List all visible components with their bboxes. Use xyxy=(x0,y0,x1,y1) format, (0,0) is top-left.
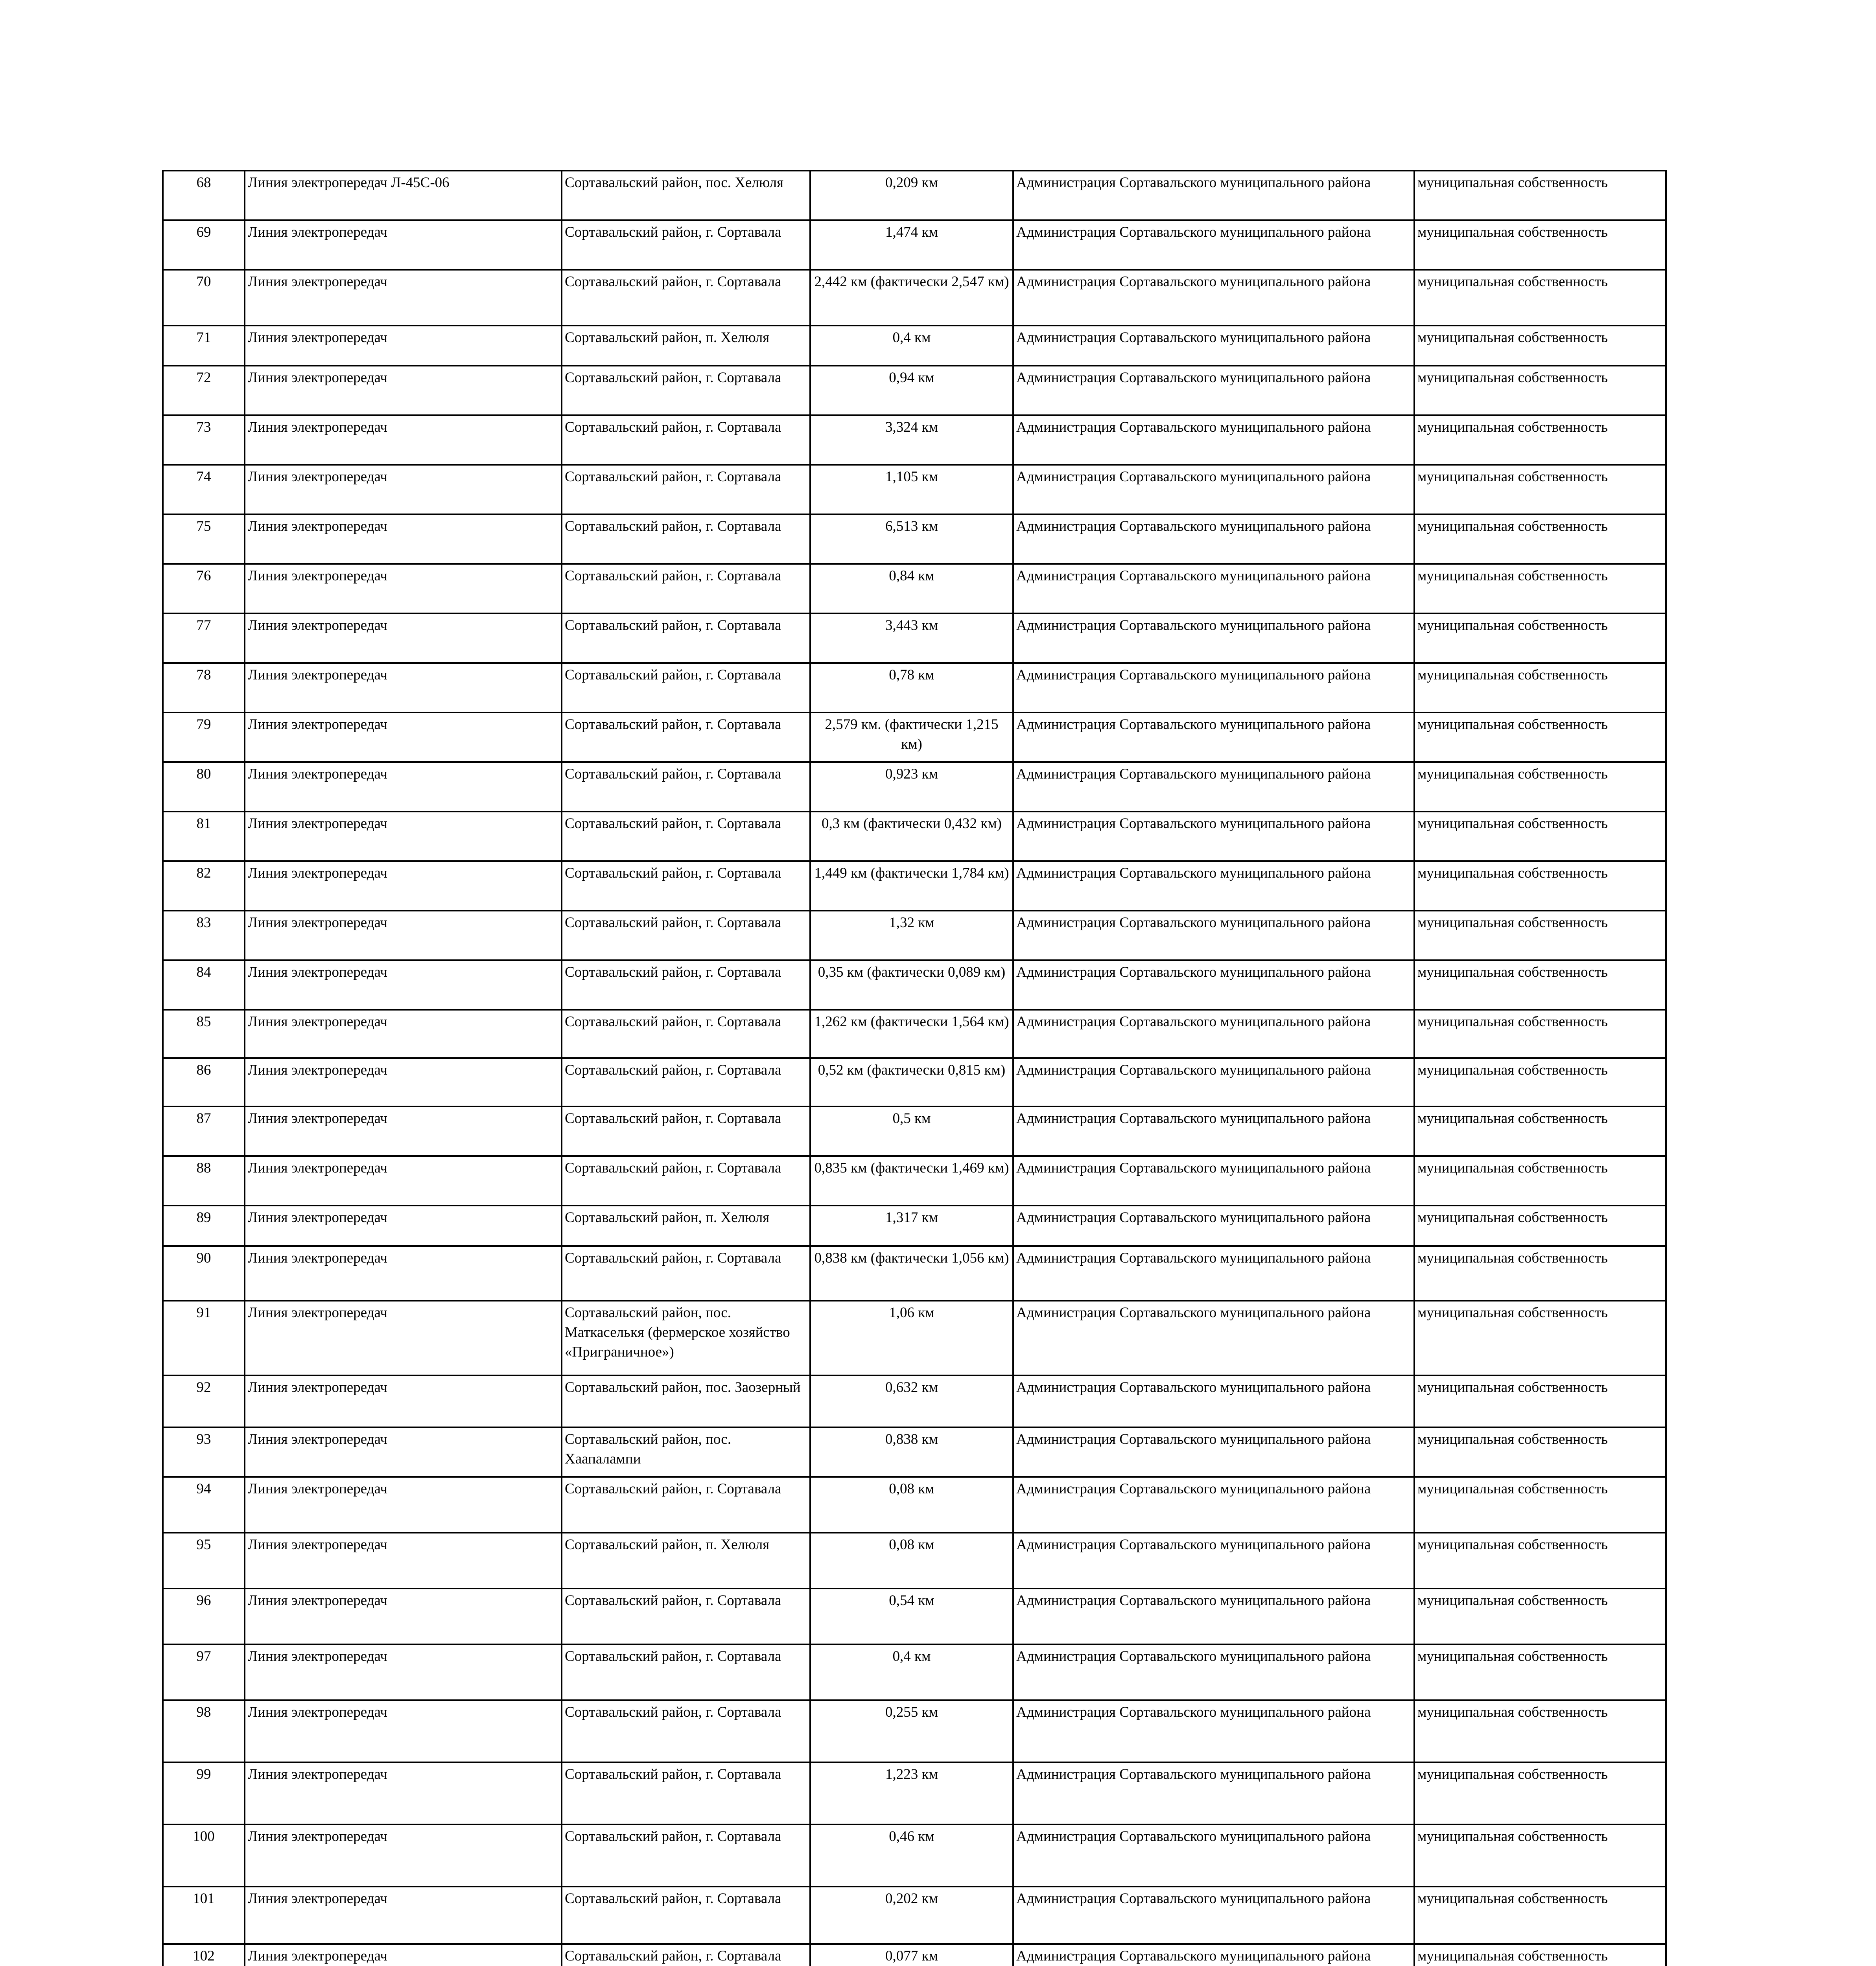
object-owner-cell: Администрация Сортавальского муниципального района xyxy=(1013,1010,1414,1058)
object-owner-cell: Администрация Сортавальского муниципального района xyxy=(1013,1427,1414,1477)
object-length-cell: 1,449 км (фактически 1,784 км) xyxy=(810,861,1013,911)
object-name-cell: Линия электропередач xyxy=(245,911,562,960)
object-owner-cell: Администрация Сортавальского муниципального района xyxy=(1013,1644,1414,1700)
row-number-cell: 91 xyxy=(163,1301,245,1375)
object-name-cell: Линия электропередач xyxy=(245,1762,562,1824)
object-name-cell: Линия электропередач xyxy=(245,1427,562,1477)
row-number-cell: 96 xyxy=(163,1589,245,1644)
object-address-cell: Сортавальский район, г. Сортавала xyxy=(562,564,810,613)
table-row xyxy=(163,1477,1666,1533)
ownership-type-cell: муниципальная собственность xyxy=(1414,911,1666,960)
object-address-cell: Сортавальский район, г. Сортавала xyxy=(562,465,810,514)
row-number-cell: 94 xyxy=(163,1477,245,1533)
object-owner-cell: Администрация Сортавальского муниципального района xyxy=(1013,514,1414,564)
object-length-cell: 0,202 км xyxy=(810,1887,1013,1944)
registry-table-body xyxy=(163,171,1666,1966)
object-length-cell: 0,08 км xyxy=(810,1477,1013,1533)
object-owner-cell: Администрация Сортавальского муниципального района xyxy=(1013,762,1414,812)
object-name-cell: Линия электропередач xyxy=(245,1206,562,1246)
row-number-cell: 71 xyxy=(163,326,245,366)
object-address-cell: Сортавальский район, г. Сортавала xyxy=(562,514,810,564)
ownership-type-cell: муниципальная собственность xyxy=(1414,1010,1666,1058)
table-row xyxy=(163,1427,1666,1477)
ownership-type-cell: муниципальная собственность xyxy=(1414,1762,1666,1824)
object-address-cell: Сортавальский район, пос. Заозерный xyxy=(562,1375,810,1427)
ownership-type-cell: муниципальная собственность xyxy=(1414,326,1666,366)
object-owner-cell: Администрация Сортавальского муниципального района xyxy=(1013,1156,1414,1206)
ownership-type-cell: муниципальная собственность xyxy=(1414,1887,1666,1944)
ownership-type-cell: муниципальная собственность xyxy=(1414,712,1666,762)
row-number-cell: 90 xyxy=(163,1246,245,1301)
row-number-cell: 83 xyxy=(163,911,245,960)
object-name-cell: Линия электропередач xyxy=(245,1246,562,1301)
table-row xyxy=(163,861,1666,911)
object-address-cell: Сортавальский район, г. Сортавала xyxy=(562,1887,810,1944)
object-length-cell: 0,84 км xyxy=(810,564,1013,613)
ownership-type-cell: муниципальная собственность xyxy=(1414,1427,1666,1477)
object-length-cell: 0,52 км (фактически 0,815 км) xyxy=(810,1058,1013,1106)
table-row xyxy=(163,960,1666,1010)
object-address-cell: Сортавальский район, г. Сортавала xyxy=(562,1700,810,1762)
object-owner-cell: Администрация Сортавальского муниципального района xyxy=(1013,1944,1414,1966)
object-address-cell: Сортавальский район, г. Сортавала xyxy=(562,1058,810,1106)
object-name-cell: Линия электропередач xyxy=(245,1824,562,1887)
object-length-cell: 0,5 км xyxy=(810,1106,1013,1156)
row-number-cell: 73 xyxy=(163,415,245,465)
table-row xyxy=(163,1206,1666,1246)
object-name-cell: Линия электропередач xyxy=(245,1533,562,1589)
object-address-cell: Сортавальский район, г. Сортавала xyxy=(562,911,810,960)
object-address-cell: Сортавальский район, пос. Хаапалампи xyxy=(562,1427,810,1477)
object-owner-cell: Администрация Сортавальского муниципального района xyxy=(1013,960,1414,1010)
object-owner-cell: Администрация Сортавальского муниципального района xyxy=(1013,1301,1414,1375)
object-length-cell: 0,4 км xyxy=(810,1644,1013,1700)
object-owner-cell: Администрация Сортавальского муниципального района xyxy=(1013,1106,1414,1156)
row-number-cell: 85 xyxy=(163,1010,245,1058)
table-row xyxy=(163,663,1666,712)
object-owner-cell: Администрация Сортавальского муниципального района xyxy=(1013,1824,1414,1887)
object-length-cell: 3,324 км xyxy=(810,415,1013,465)
object-length-cell: 0,255 км xyxy=(810,1700,1013,1762)
ownership-type-cell: муниципальная собственность xyxy=(1414,1944,1666,1966)
table-row xyxy=(163,613,1666,663)
object-length-cell: 0,4 км xyxy=(810,326,1013,366)
ownership-type-cell: муниципальная собственность xyxy=(1414,1477,1666,1533)
object-owner-cell: Администрация Сортавальского муниципального района xyxy=(1013,712,1414,762)
object-address-cell: Сортавальский район, г. Сортавала xyxy=(562,1589,810,1644)
table-row xyxy=(163,712,1666,762)
table-row xyxy=(163,1644,1666,1700)
table-row xyxy=(163,1010,1666,1058)
object-name-cell: Линия электропередач xyxy=(245,366,562,415)
ownership-type-cell: муниципальная собственность xyxy=(1414,1533,1666,1589)
ownership-type-cell: муниципальная собственность xyxy=(1414,1106,1666,1156)
row-number-cell: 93 xyxy=(163,1427,245,1477)
table-row xyxy=(163,1533,1666,1589)
object-length-cell: 0,923 км xyxy=(810,762,1013,812)
object-owner-cell: Администрация Сортавальского муниципального района xyxy=(1013,1533,1414,1589)
object-name-cell: Линия электропередач xyxy=(245,465,562,514)
table-row xyxy=(163,1058,1666,1106)
row-number-cell: 86 xyxy=(163,1058,245,1106)
object-name-cell: Линия электропередач xyxy=(245,1944,562,1966)
table-row xyxy=(163,326,1666,366)
object-length-cell: 0,632 км xyxy=(810,1375,1013,1427)
object-owner-cell: Администрация Сортавальского муниципального района xyxy=(1013,326,1414,366)
object-address-cell: Сортавальский район, г. Сортавала xyxy=(562,1762,810,1824)
object-address-cell: Сортавальский район, г. Сортавала xyxy=(562,812,810,861)
object-name-cell: Линия электропередач xyxy=(245,1375,562,1427)
row-number-cell: 79 xyxy=(163,712,245,762)
object-name-cell: Линия электропередач xyxy=(245,1058,562,1106)
ownership-type-cell: муниципальная собственность xyxy=(1414,171,1666,220)
ownership-type-cell: муниципальная собственность xyxy=(1414,514,1666,564)
ownership-type-cell: муниципальная собственность xyxy=(1414,1206,1666,1246)
row-number-cell: 101 xyxy=(163,1887,245,1944)
object-length-cell: 2,579 км. (фактически 1,215 км) xyxy=(810,712,1013,762)
row-number-cell: 97 xyxy=(163,1644,245,1700)
ownership-type-cell: муниципальная собственность xyxy=(1414,1375,1666,1427)
object-owner-cell: Администрация Сортавальского муниципального района xyxy=(1013,1058,1414,1106)
object-length-cell: 0,78 км xyxy=(810,663,1013,712)
row-number-cell: 78 xyxy=(163,663,245,712)
row-number-cell: 75 xyxy=(163,514,245,564)
object-name-cell: Линия электропередач xyxy=(245,960,562,1010)
table-row xyxy=(163,762,1666,812)
object-address-cell: Сортавальский район, г. Сортавала xyxy=(562,712,810,762)
object-address-cell: Сортавальский район, пос. Хелюля xyxy=(562,171,810,220)
object-owner-cell: Администрация Сортавальского муниципального района xyxy=(1013,220,1414,270)
object-name-cell: Линия электропередач xyxy=(245,861,562,911)
object-length-cell: 0,35 км (фактически 0,089 км) xyxy=(810,960,1013,1010)
row-number-cell: 81 xyxy=(163,812,245,861)
object-length-cell: 0,209 км xyxy=(810,171,1013,220)
row-number-cell: 87 xyxy=(163,1106,245,1156)
object-length-cell: 0,838 км (фактически 1,056 км) xyxy=(810,1246,1013,1301)
row-number-cell: 72 xyxy=(163,366,245,415)
row-number-cell: 99 xyxy=(163,1762,245,1824)
object-length-cell: 1,32 км xyxy=(810,911,1013,960)
object-address-cell: Сортавальский район, г. Сортавала xyxy=(562,415,810,465)
ownership-type-cell: муниципальная собственность xyxy=(1414,1644,1666,1700)
object-owner-cell: Администрация Сортавальского муниципального района xyxy=(1013,1700,1414,1762)
object-length-cell: 0,08 км xyxy=(810,1533,1013,1589)
object-owner-cell: Администрация Сортавальского муниципального района xyxy=(1013,1887,1414,1944)
object-name-cell: Линия электропередач xyxy=(245,1010,562,1058)
object-address-cell: Сортавальский район, г. Сортавала xyxy=(562,762,810,812)
object-name-cell: Линия электропередач xyxy=(245,663,562,712)
object-name-cell: Линия электропередач xyxy=(245,812,562,861)
table-row xyxy=(163,514,1666,564)
ownership-type-cell: муниципальная собственность xyxy=(1414,1058,1666,1106)
object-owner-cell: Администрация Сортавальского муниципального района xyxy=(1013,1246,1414,1301)
object-address-cell: Сортавальский район, п. Хелюля xyxy=(562,1206,810,1246)
object-owner-cell: Администрация Сортавальского муниципального района xyxy=(1013,1589,1414,1644)
object-address-cell: Сортавальский район, п. Хелюля xyxy=(562,1533,810,1589)
object-owner-cell: Администрация Сортавальского муниципального района xyxy=(1013,911,1414,960)
object-address-cell: Сортавальский район, г. Сортавала xyxy=(562,1944,810,1966)
row-number-cell: 95 xyxy=(163,1533,245,1589)
object-owner-cell: Администрация Сортавальского муниципального района xyxy=(1013,415,1414,465)
object-owner-cell: Администрация Сортавальского муниципального района xyxy=(1013,270,1414,326)
ownership-type-cell: муниципальная собственность xyxy=(1414,564,1666,613)
table-row xyxy=(163,1246,1666,1301)
object-length-cell: 0,94 км xyxy=(810,366,1013,415)
ownership-type-cell: муниципальная собственность xyxy=(1414,812,1666,861)
row-number-cell: 80 xyxy=(163,762,245,812)
object-name-cell: Линия электропередач xyxy=(245,415,562,465)
object-length-cell: 0,54 км xyxy=(810,1589,1013,1644)
object-name-cell: Линия электропередач xyxy=(245,1156,562,1206)
ownership-type-cell: муниципальная собственность xyxy=(1414,762,1666,812)
ownership-type-cell: муниципальная собственность xyxy=(1414,663,1666,712)
row-number-cell: 102 xyxy=(163,1944,245,1966)
table-row xyxy=(163,1887,1666,1944)
object-owner-cell: Администрация Сортавальского муниципального района xyxy=(1013,366,1414,415)
object-name-cell: Линия электропередач xyxy=(245,1589,562,1644)
ownership-type-cell: муниципальная собственность xyxy=(1414,1246,1666,1301)
table-row xyxy=(163,270,1666,326)
object-owner-cell: Администрация Сортавальского муниципального района xyxy=(1013,861,1414,911)
object-address-cell: Сортавальский район, г. Сортавала xyxy=(562,960,810,1010)
object-address-cell: Сортавальский район, г. Сортавала xyxy=(562,1010,810,1058)
object-name-cell: Линия электропередач Л-45С-06 xyxy=(245,171,562,220)
property-registry-table xyxy=(162,170,1667,1966)
row-number-cell: 89 xyxy=(163,1206,245,1246)
object-address-cell: Сортавальский район, г. Сортавала xyxy=(562,1644,810,1700)
object-owner-cell: Администрация Сортавальского муниципального района xyxy=(1013,812,1414,861)
object-address-cell: Сортавальский район, г. Сортавала xyxy=(562,1246,810,1301)
ownership-type-cell: муниципальная собственность xyxy=(1414,366,1666,415)
object-owner-cell: Администрация Сортавальского муниципального района xyxy=(1013,1206,1414,1246)
object-address-cell: Сортавальский район, г. Сортавала xyxy=(562,1106,810,1156)
row-number-cell: 68 xyxy=(163,171,245,220)
table-row xyxy=(163,564,1666,613)
row-number-cell: 74 xyxy=(163,465,245,514)
table-row xyxy=(163,220,1666,270)
ownership-type-cell: муниципальная собственность xyxy=(1414,960,1666,1010)
object-name-cell: Линия электропередач xyxy=(245,712,562,762)
ownership-type-cell: муниципальная собственность xyxy=(1414,465,1666,514)
object-name-cell: Линия электропередач xyxy=(245,220,562,270)
table-row xyxy=(163,1106,1666,1156)
object-owner-cell: Администрация Сортавальского муниципального района xyxy=(1013,1375,1414,1427)
object-length-cell: 2,442 км (фактически 2,547 км) xyxy=(810,270,1013,326)
object-address-cell: Сортавальский район, г. Сортавала xyxy=(562,1156,810,1206)
table-row xyxy=(163,1700,1666,1762)
object-length-cell: 0,835 км (фактически 1,469 км) xyxy=(810,1156,1013,1206)
table-row xyxy=(163,171,1666,220)
object-address-cell: Сортавальский район, г. Сортавала xyxy=(562,1824,810,1887)
object-owner-cell: Администрация Сортавальского муниципального района xyxy=(1013,1477,1414,1533)
object-owner-cell: Администрация Сортавальского муниципального района xyxy=(1013,1762,1414,1824)
object-owner-cell: Администрация Сортавальского муниципального района xyxy=(1013,564,1414,613)
object-name-cell: Линия электропередач xyxy=(245,1301,562,1375)
object-address-cell: Сортавальский район, г. Сортавала xyxy=(562,270,810,326)
object-address-cell: Сортавальский район, г. Сортавала xyxy=(562,613,810,663)
object-name-cell: Линия электропередач xyxy=(245,1477,562,1533)
object-name-cell: Линия электропередач xyxy=(245,270,562,326)
object-length-cell: 1,474 км xyxy=(810,220,1013,270)
table-row xyxy=(163,366,1666,415)
object-length-cell: 0,3 км (фактически 0,432 км) xyxy=(810,812,1013,861)
row-number-cell: 100 xyxy=(163,1824,245,1887)
object-owner-cell: Администрация Сортавальского муниципального района xyxy=(1013,171,1414,220)
object-address-cell: Сортавальский район, п. Хелюля xyxy=(562,326,810,366)
object-address-cell: Сортавальский район, г. Сортавала xyxy=(562,861,810,911)
table-row xyxy=(163,1944,1666,1966)
object-length-cell: 1,223 км xyxy=(810,1762,1013,1824)
object-name-cell: Линия электропередач xyxy=(245,1700,562,1762)
table-row xyxy=(163,1375,1666,1427)
row-number-cell: 82 xyxy=(163,861,245,911)
table-row xyxy=(163,465,1666,514)
object-address-cell: Сортавальский район, пос. Маткаселькя (фермерское хозяйство «Приграничное») xyxy=(562,1301,810,1375)
table-row xyxy=(163,1589,1666,1644)
object-owner-cell: Администрация Сортавальского муниципального района xyxy=(1013,613,1414,663)
object-name-cell: Линия электропередач xyxy=(245,514,562,564)
object-name-cell: Линия электропередач xyxy=(245,1106,562,1156)
ownership-type-cell: муниципальная собственность xyxy=(1414,415,1666,465)
ownership-type-cell: муниципальная собственность xyxy=(1414,1824,1666,1887)
object-length-cell: 1,06 км xyxy=(810,1301,1013,1375)
object-address-cell: Сортавальский район, г. Сортавала xyxy=(562,366,810,415)
object-length-cell: 1,262 км (фактически 1,564 км) xyxy=(810,1010,1013,1058)
table-row xyxy=(163,1762,1666,1824)
ownership-type-cell: муниципальная собственность xyxy=(1414,861,1666,911)
ownership-type-cell: муниципальная собственность xyxy=(1414,1301,1666,1375)
object-address-cell: Сортавальский район, г. Сортавала xyxy=(562,1477,810,1533)
table-row xyxy=(163,1156,1666,1206)
row-number-cell: 98 xyxy=(163,1700,245,1762)
ownership-type-cell: муниципальная собственность xyxy=(1414,613,1666,663)
table-row xyxy=(163,1824,1666,1887)
object-length-cell: 1,105 км xyxy=(810,465,1013,514)
row-number-cell: 88 xyxy=(163,1156,245,1206)
object-length-cell: 0,838 км xyxy=(810,1427,1013,1477)
ownership-type-cell: муниципальная собственность xyxy=(1414,1589,1666,1644)
object-length-cell: 6,513 км xyxy=(810,514,1013,564)
row-number-cell: 92 xyxy=(163,1375,245,1427)
table-row xyxy=(163,415,1666,465)
row-number-cell: 70 xyxy=(163,270,245,326)
object-name-cell: Линия электропередач xyxy=(245,1644,562,1700)
ownership-type-cell: муниципальная собственность xyxy=(1414,1700,1666,1762)
table-row xyxy=(163,1301,1666,1375)
object-name-cell: Линия электропередач xyxy=(245,326,562,366)
object-owner-cell: Администрация Сортавальского муниципального района xyxy=(1013,663,1414,712)
ownership-type-cell: муниципальная собственность xyxy=(1414,270,1666,326)
object-length-cell: 0,46 км xyxy=(810,1824,1013,1887)
object-length-cell: 0,077 км xyxy=(810,1944,1013,1966)
object-name-cell: Линия электропередач xyxy=(245,613,562,663)
row-number-cell: 77 xyxy=(163,613,245,663)
row-number-cell: 69 xyxy=(163,220,245,270)
table-row xyxy=(163,911,1666,960)
object-length-cell: 1,317 км xyxy=(810,1206,1013,1246)
row-number-cell: 84 xyxy=(163,960,245,1010)
object-address-cell: Сортавальский район, г. Сортавала xyxy=(562,220,810,270)
object-name-cell: Линия электропередач xyxy=(245,1887,562,1944)
ownership-type-cell: муниципальная собственность xyxy=(1414,1156,1666,1206)
object-owner-cell: Администрация Сортавальского муниципального района xyxy=(1013,465,1414,514)
row-number-cell: 76 xyxy=(163,564,245,613)
table-row xyxy=(163,812,1666,861)
object-name-cell: Линия электропередач xyxy=(245,564,562,613)
ownership-type-cell: муниципальная собственность xyxy=(1414,220,1666,270)
object-name-cell: Линия электропередач xyxy=(245,762,562,812)
object-length-cell: 3,443 км xyxy=(810,613,1013,663)
object-address-cell: Сортавальский район, г. Сортавала xyxy=(562,663,810,712)
